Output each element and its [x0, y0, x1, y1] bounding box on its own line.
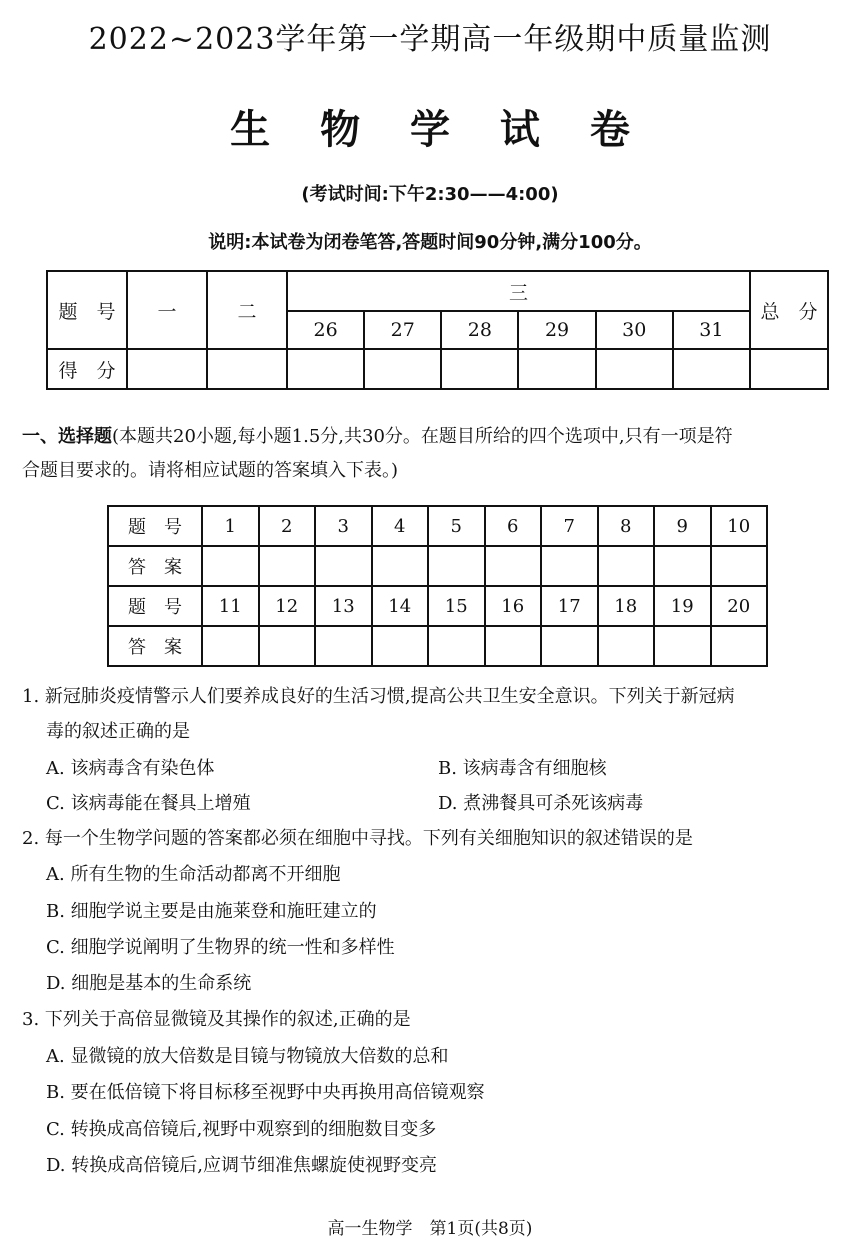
q2-option-a: A. 所有生物的生命活动都离不开细胞	[46, 864, 341, 885]
q2-option-d: D. 细胞是基本的生命系统	[46, 973, 252, 994]
answer-number: 3	[315, 506, 372, 546]
answer-number: 7	[541, 506, 598, 546]
score-col-total: 总 分	[750, 271, 828, 349]
answer-cell[interactable]	[372, 626, 429, 666]
q2-option-c: C. 细胞学说阐明了生物界的统一性和多样性	[46, 937, 395, 958]
answer-number: 12	[259, 586, 316, 626]
section-heading: 一、选择题	[22, 426, 112, 447]
score-cell[interactable]	[673, 349, 750, 389]
answer-number: 2	[259, 506, 316, 546]
answer-number: 10	[711, 506, 768, 546]
answer-number: 13	[315, 586, 372, 626]
score-sub-28: 28	[441, 311, 518, 349]
answer-number: 16	[485, 586, 542, 626]
exam-title: 2022~2023学年第一学期高一年级期中质量监测	[88, 22, 772, 57]
answer-cell[interactable]	[428, 626, 485, 666]
answer-number: 8	[598, 506, 655, 546]
score-col-3: 三	[287, 271, 750, 311]
score-sub-31: 31	[673, 311, 750, 349]
answer-number: 5	[428, 506, 485, 546]
q1-option-a: A. 该病毒含有染色体	[46, 758, 215, 779]
answer-number: 9	[654, 506, 711, 546]
answer-table	[107, 505, 768, 667]
score-label-defen: 得 分	[47, 349, 127, 389]
answer-number: 1	[202, 506, 259, 546]
score-cell[interactable]	[364, 349, 441, 389]
answer-cell[interactable]	[541, 626, 598, 666]
answer-cell[interactable]	[372, 546, 429, 586]
score-sub-26: 26	[287, 311, 364, 349]
answer-label-daan: 答 案	[108, 626, 202, 666]
score-sub-30: 30	[596, 311, 673, 349]
section-text-line1: (本题共20小题,每小题1.5分,共30分。在题目所给的四个选项中,只有一项是符	[112, 426, 733, 447]
answer-number: 14	[372, 586, 429, 626]
exam-note: 说明:本试卷为闭卷笔答,答题时间90分钟,满分100分。	[208, 232, 652, 253]
q2-option-b: B. 细胞学说主要是由施莱登和施旺建立的	[46, 901, 377, 922]
answer-cell[interactable]	[598, 546, 655, 586]
question-3: 3. 下列关于高倍显微镜及其操作的叙述,正确的是	[22, 1009, 411, 1030]
answer-cell[interactable]	[202, 546, 259, 586]
answer-label-tihao: 题 号	[108, 586, 202, 626]
score-cell[interactable]	[127, 349, 207, 389]
score-cell[interactable]	[518, 349, 595, 389]
score-cell[interactable]	[287, 349, 364, 389]
q1-option-c: C. 该病毒能在餐具上增殖	[46, 793, 251, 814]
answer-cell[interactable]	[711, 546, 768, 586]
score-cell[interactable]	[207, 349, 287, 389]
q1-option-d: D. 煮沸餐具可杀死该病毒	[438, 793, 644, 814]
score-col-2: 二	[207, 271, 287, 349]
score-cell[interactable]	[596, 349, 673, 389]
score-sub-27: 27	[364, 311, 441, 349]
question-2: 2. 每一个生物学问题的答案都必须在细胞中寻找。下列有关细胞知识的叙述错误的是	[22, 828, 693, 849]
exam-time: (考试时间:下午2:30——4:00)	[301, 184, 559, 205]
q3-option-a: A. 显微镜的放大倍数是目镜与物镜放大倍数的总和	[46, 1046, 449, 1067]
answer-cell[interactable]	[654, 546, 711, 586]
q3-option-c: C. 转换成高倍镜后,视野中观察到的细胞数目变多	[46, 1119, 437, 1140]
section-text-line2: 合题目要求的。请将相应试题的答案填入下表。)	[22, 460, 399, 481]
answer-cell[interactable]	[654, 626, 711, 666]
answer-number: 20	[711, 586, 768, 626]
answer-label-daan: 答 案	[108, 546, 202, 586]
question-1: 1. 新冠肺炎疫情警示人们要养成良好的生活习惯,提高公共卫生安全意识。下列关于新冠病	[22, 686, 735, 707]
score-col-1: 一	[127, 271, 207, 349]
answer-label-tihao: 题 号	[108, 506, 202, 546]
answer-cell[interactable]	[485, 626, 542, 666]
answer-cell[interactable]	[711, 626, 768, 666]
score-cell[interactable]	[750, 349, 828, 389]
score-label-tihao: 题 号	[47, 271, 127, 349]
section-instructions	[22, 420, 846, 488]
answer-cell[interactable]	[598, 626, 655, 666]
answer-number: 6	[485, 506, 542, 546]
answer-number: 11	[202, 586, 259, 626]
q3-option-d: D. 转换成高倍镜后,应调节细准焦螺旋使视野变亮	[46, 1155, 437, 1176]
page-footer: 高一生物学 第1页(共8页)	[327, 1219, 533, 1239]
question-1-cont: 毒的叙述正确的是	[46, 721, 190, 742]
answer-cell[interactable]	[315, 626, 372, 666]
subject-title: 生 物 学 试 卷	[230, 106, 648, 153]
answer-number: 19	[654, 586, 711, 626]
answer-number: 17	[541, 586, 598, 626]
q1-option-b: B. 该病毒含有细胞核	[438, 758, 607, 779]
q3-option-b: B. 要在低倍镜下将目标移至视野中央再换用高倍镜观察	[46, 1082, 485, 1103]
score-table	[46, 270, 829, 390]
answer-number: 15	[428, 586, 485, 626]
answer-cell[interactable]	[315, 546, 372, 586]
answer-cell[interactable]	[259, 626, 316, 666]
answer-cell[interactable]	[202, 626, 259, 666]
answer-cell[interactable]	[259, 546, 316, 586]
score-sub-29: 29	[518, 311, 595, 349]
answer-cell[interactable]	[485, 546, 542, 586]
answer-cell[interactable]	[428, 546, 485, 586]
answer-number: 18	[598, 586, 655, 626]
answer-cell[interactable]	[541, 546, 598, 586]
answer-number: 4	[372, 506, 429, 546]
score-cell[interactable]	[441, 349, 518, 389]
